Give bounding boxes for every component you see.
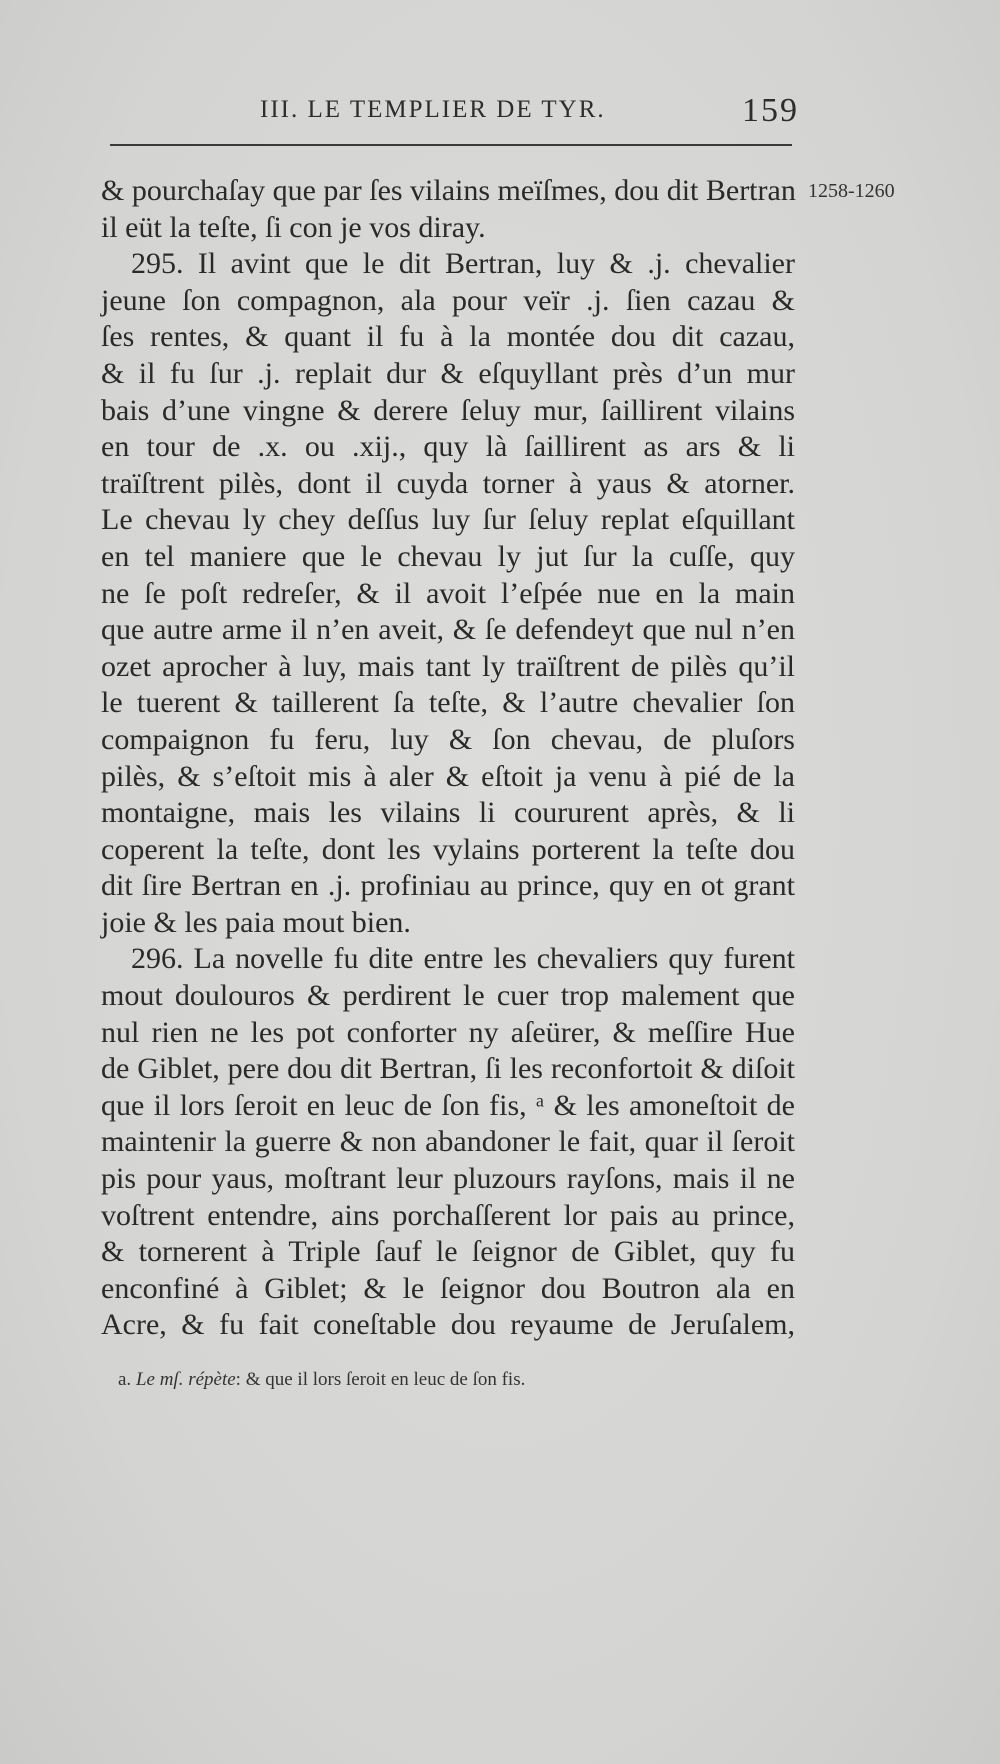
text-line: pis pour yaus, moſtrant leur pluzours rayſons, mais il ne — [101, 1162, 795, 1196]
text-line: en tel maniere que le chevau ly jut ſur la cuſſe, quy — [101, 539, 795, 573]
text-line: dit ſire Bertran en .j. profiniau au prince, quy en ot grant — [101, 869, 795, 903]
footnote-marker: a. — [118, 1369, 132, 1390]
body-text — [101, 173, 795, 1344]
text-line: & tornerent à Triple ſauf le ſeignor de Giblet, quy fu — [101, 1235, 795, 1269]
running-head: III. LE TEMPLIER DE TYR. — [260, 96, 606, 123]
text-line: 295. Il avint que le dit Bertran, luy & .j. chevalier — [131, 247, 795, 281]
text-line: pilès, & s’eſtoit mis à aler & eſtoit ja venu à pié de la — [101, 759, 795, 793]
text-line: enconfiné à Giblet; & le ſeignor dou Boutron ala en — [101, 1271, 795, 1305]
text-line: bais d’une vingne & derere ſeluy mur, ſaillirent vilains — [101, 393, 795, 427]
text-line: en tour de .x. ou .xij., quy là ſaillirent as ars & li — [101, 430, 795, 464]
text-line: Le chevau ly chey deſſus luy ſur ſeluy replat eſquillant — [101, 503, 795, 537]
page-number: 159 — [742, 92, 799, 129]
text-line: le tuerent & taillerent ſa teſte, & l’autre chevalier ſon — [101, 686, 795, 720]
text-line: jeune ſon compagnon, ala pour veïr .j. ſien cazau & — [101, 283, 795, 317]
text-line: que il lors ſeroit en leuc de ſon fis, ᵃ & les amoneſtoit de — [101, 1088, 795, 1122]
text-line: & il fu ſur .j. replait dur & eſquyllant près d’un mur — [101, 356, 795, 390]
text-line: ne ſe poſt redreſer, & il avoit l’eſpée nue en la main — [101, 576, 795, 610]
header-rule — [110, 144, 792, 146]
text-line: nul rien ne les pot conforter ny aſeürer, & meſſire Hue — [101, 1015, 795, 1049]
text-line: montaigne, mais les vilains li coururent après, & li — [101, 796, 795, 830]
margin-date-note: 1258-1260 — [808, 180, 895, 202]
footnote-italic: Le mſ. répète — [135, 1369, 236, 1390]
text-line: il eüt la teſte, ſi con je vos diray. — [101, 210, 486, 244]
text-line: coperent la teſte, dont les vylains porterent la teſte dou — [101, 832, 795, 866]
footnote — [118, 1369, 525, 1391]
text-line: ſes rentes, & quant il fu à la montée dou dit cazau, — [101, 320, 795, 354]
text-line: 296. La novelle fu dite entre les chevaliers quy furent — [131, 942, 795, 976]
text-line: Acre, & fu fait coneſtable dou reyaume de Jeruſalem, — [101, 1308, 795, 1342]
text-line: de Giblet, pere dou dit Bertran, ſi les reconfortoit & diſoit — [101, 1052, 795, 1086]
text-line: traïſtrent pilès, dont il cuyda torner à yaus & atorner. — [101, 466, 795, 500]
text-line: mout doulouros & perdirent le cuer trop malement que — [101, 979, 795, 1013]
text-line: que autre arme il n’en aveit, & ſe defendeyt que nul n’en — [101, 613, 795, 647]
text-line: & pourchaſay que par ſes vilains meïſmes, dou dit Bertran — [101, 174, 796, 207]
text-line: voſtrent entendre, ains porchaſſerent lor pais au prince, — [101, 1198, 795, 1232]
text-line: compaignon fu feru, luy & ſon chevau, de pluſors — [101, 722, 795, 756]
text-line: maintenir la guerre & non abandoner le fait, quar il ſeroit — [101, 1125, 795, 1159]
text-line: ozet aprocher à luy, mais tant ly traïſtrent de pilès qu’il — [101, 649, 795, 683]
footnote-text: : & que il lors ſeroit en leuc de ſon fis. — [235, 1369, 526, 1390]
text-line: joie & les paia mout bien. — [101, 905, 411, 939]
